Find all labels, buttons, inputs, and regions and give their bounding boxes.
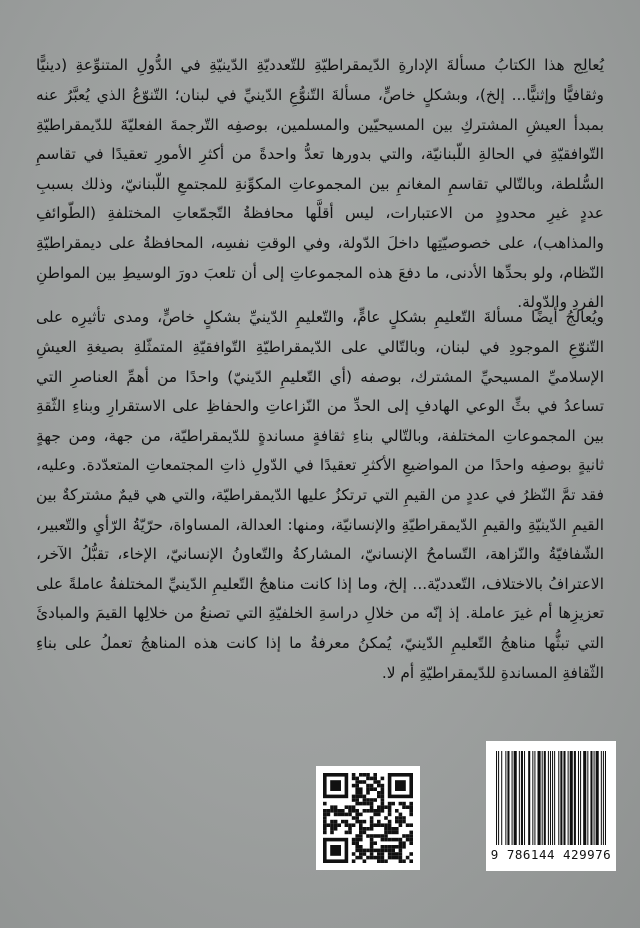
barcode-graphic [496, 751, 606, 845]
description-paragraph-2: ويُعالجُ أيضًا مسألةَ التّعليمِ بشكلٍ عامٍّ، والتّعليمِ الدّينيِّ بشكلٍ خاصٍّ، ومدى تأثيرِه على التّنوّعِ الموجودِ في لبنان، وبالتّالي على الدّيمقراطيّةِ التّوافقيّةِ المتمثّلةِ بصيغةِ العيشِ الإسلاميِّ المسيحيِّ المشترك، بوصفه (أي التّعليمِ الدّينيّ) واحدًا من أهمِّ العناصرِ التي تساعدُ في بثِّ الوعي الهادفِ إلى الحدِّ من النّزاعاتِ والحفاظِ على الاستقرارِ وبناءِ الثّقةِ بين المجموعاتِ المختلفة، وبالتّالي بناءِ ثقافةٍ مساندةٍ للدّيمقراطيّة، من جهة، ومن جهةٍ ثانيةٍ بوصفِه واحدًا من المواضيعِ الأكثرِ تعقيدًا في الدّولِ ذاتِ المجتمعاتِ المتعدّدة. وعليه، فقد تمَّ النّظرُ في عددٍ من القيمِ التي ترتكزُ عليها الدّيمقراطيّة، والتي هي قيمٌ مشتركةٌ بين القيمِ الدّينيّةِ والقيمِ الدّيمقراطيّةِ والإنسانيّة، ومنها: العدالة، المساواة، حرّيّةُ الرّأيِ والتّعبير، الشّفافيّةُ والنّزاهة، التّسامحُ الإنسانيّ، المشاركةُ والتّعاونُ الإنسانيّ، الإخاء، تقبُّلُ الآخر، الاعترافُ بالاختلاف، التّعدديّة... إلخ، وما إذا كانت مناهجُ التّعليمِ الدّينيِّ المختلفةُ عاملةً على تعزيزِها أم غيرَ عاملة. إذ إنّه من خلالِ دراسةِ الخلفيّةِ التي تصنعُ من خلالِها القيمَ والمبادئَ التي تبثُّها مناهجُ التّعليمِ الدّينيّ، يُمكنُ معرفةُ ما إذا كانت هذه المناهجُ تعملُ على بناءِ الثّقافةِ المساندةِ للدّيمقراطيّةِ أم لا. [36, 308, 604, 682]
qr-code-graphic [316, 766, 420, 870]
qr-code [316, 766, 420, 870]
description-paragraph-1: يُعالِج هذا الكتابُ مسألةَ الإدارةِ الدّيمقراطيّةِ للتّعدديّةِ الدّينيّةِ في الدُّولِ المتنوِّعةِ (دينيًّا وثقافيًّا وإثنيًّا... إلخ)، وبشكلٍ خاصٍّ، مسألةَ التّنوُّعِ الدّينيِّ في لبنان؛ التّنوّعُ الذي يُعبَّرُ عنه بمبدأ العيشِ المشتركِ بين المسيحيّين والمسلمين، بوصفِه التّرجمةَ الفعليّةَ للدّيمقراطيّةِ التّوافقيّةِ في الحالةِ اللّبنانيّة، والتي بدورها تعدُّ واحدةً من أكثرِ الأمورِ تعقيدًا في تقاسمِ السُّلطة، وبالتّالي تقاسمِ المغانمِ بين المجموعاتِ المكوِّنةِ للمجتمعِ اللّبنانيّ، وذلك بسببِ عددٍ غيرِ محدودٍ من الاعتبارات، ليس أقلَّها محافظةُ التّجمّعاتِ المختلفةِ (الطّوائفِ والمذاهب)، على خصوصيّتِها داخلَ الدّولة، وفي الوقتِ نفسِه، المحافظةُ على ديمقراطيّةِ النّظام، ولو بحدِّها الأدنى، ما دفعَ هذه المجموعاتِ إلى أن تلعبَ دورَ الوسيطِ بين المواطنِ الفردِ والدّولة. [36, 56, 604, 312]
isbn-barcode [486, 741, 616, 871]
isbn-number: 9 786144 429976 [490, 847, 612, 862]
